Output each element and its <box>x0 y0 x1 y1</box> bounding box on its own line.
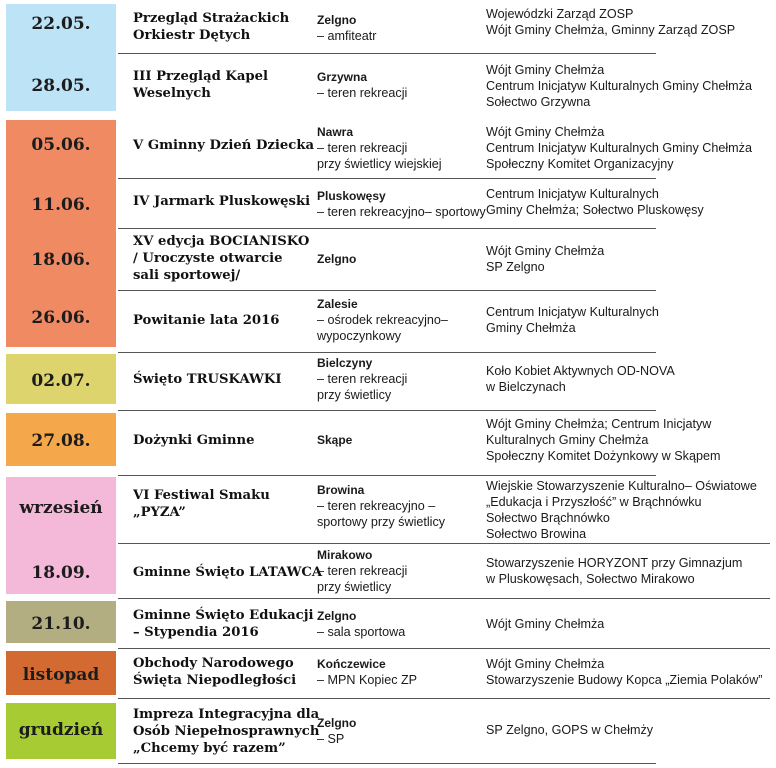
event-title-line: Osób Niepełnosprawnych <box>133 724 320 739</box>
event-place-name: Zalesie <box>317 297 358 311</box>
event-title-line: Święta Niepodległości <box>133 673 297 688</box>
event-organizers <box>486 722 772 738</box>
event-place-detail: – ośrodek rekreacyjno– <box>317 313 448 327</box>
event-title-line: VI Festiwal Smaku <box>133 488 270 503</box>
event-title-line: – Stypendia 2016 <box>133 625 259 640</box>
event-organizer: Wójt Gminy Chełmża <box>486 125 605 139</box>
event-organizer: Wójt Gminy Chełmża, Gminny Zarząd ZOSP <box>486 23 736 37</box>
event-date: 11.06. <box>31 195 91 215</box>
event-title-line: „PYZA” <box>133 505 186 520</box>
event-date: wrzesień <box>19 498 103 518</box>
event-place <box>317 12 485 44</box>
event-place <box>317 355 485 403</box>
row-divider <box>118 352 656 353</box>
event-date: 27.08. <box>31 431 91 451</box>
event-organizer: Społeczny Komitet Organizacyjny <box>486 157 674 171</box>
event-place <box>317 188 485 220</box>
event-place-detail: wypoczynkowy <box>317 329 401 343</box>
event-place <box>317 608 485 640</box>
event-date: 18.06. <box>31 250 91 270</box>
event-organizer: Gminy Chełmża; Sołectwo Pluskowęsy <box>486 203 704 217</box>
row-divider <box>118 53 656 54</box>
event-organizer: Wojewódzki Zarząd ZOSP <box>486 7 634 21</box>
event-title <box>133 655 313 689</box>
event-title <box>133 607 313 641</box>
event-organizer: Gminy Chełmża <box>486 321 576 335</box>
event-date: grudzień <box>18 720 104 740</box>
event-place-detail: przy świetlicy <box>317 580 392 594</box>
event-place <box>317 251 485 267</box>
row-divider <box>118 648 770 649</box>
event-place <box>317 482 485 530</box>
event-title-line: Święto TRUSKAWKI <box>133 372 282 387</box>
event-organizer: Wójt Gminy Chełmża <box>486 63 605 77</box>
event-date: 02.07. <box>31 371 91 391</box>
event-place <box>317 656 485 688</box>
event-organizer: Centrum Inicjatyw Kulturalnych Gminy Chełmża <box>486 141 752 155</box>
event-organizers <box>486 6 772 38</box>
event-title <box>133 312 313 329</box>
event-date: 21.10. <box>31 614 91 634</box>
event-place-name: Mirakowo <box>317 548 373 562</box>
event-organizer: Sołectwo Brąchnówko <box>486 511 610 525</box>
event-organizer: Centrum Inicjatyw Kulturalnych <box>486 305 659 319</box>
event-date: listopad <box>22 665 100 685</box>
event-place-name: Zelgno <box>317 13 357 27</box>
event-place-name: Pluskowęsy <box>317 189 386 203</box>
event-place-detail: – sala sportowa <box>317 625 406 639</box>
event-title-line: Orkiestr Dętych <box>133 28 251 43</box>
row-divider <box>118 543 770 544</box>
event-title-line: Dożynki Gminne <box>133 433 255 448</box>
event-place-name: Zelgno <box>317 609 357 623</box>
event-organizer: Stowarzyszenie HORYZONT przy Gimnazjum <box>486 556 743 570</box>
event-organizer: w Pluskowęsach, Sołectwo Mirakowo <box>486 572 695 586</box>
event-place-detail: – teren rekreacji <box>317 564 408 578</box>
event-place-name: Skąpe <box>317 433 353 447</box>
event-organizer: „Edukacja i Przyszłość” w Brąchnówku <box>486 495 702 509</box>
row-divider <box>118 698 770 699</box>
event-title-line: V Gminny Dzień Dziecka <box>133 138 315 153</box>
event-place <box>317 69 485 101</box>
event-place-name: Nawra <box>317 125 354 139</box>
event-place-detail: – teren rekreacyjno– sportowy <box>317 205 486 219</box>
event-title-line: III Przegląd Kapel <box>133 69 269 84</box>
event-title <box>133 193 313 210</box>
event-organizers <box>486 616 772 632</box>
event-title-line: Weselnych <box>133 86 211 101</box>
event-organizer: Wójt Gminy Chełmża <box>486 657 605 671</box>
event-organizer: Sołectwo Grzywna <box>486 95 591 109</box>
event-title <box>133 233 313 284</box>
event-date: 05.06. <box>31 135 91 155</box>
event-organizers <box>486 416 772 464</box>
event-place <box>317 296 485 344</box>
event-date: 26.06. <box>31 308 91 328</box>
event-title-line: sali sportowej/ <box>133 268 241 283</box>
row-divider <box>118 598 770 599</box>
event-title-line: / Uroczyste otwarcie <box>133 251 283 266</box>
event-title-line: Gminne Święto LATAWCA <box>133 565 323 580</box>
row-divider <box>118 410 656 411</box>
event-organizer: Stowarzyszenie Budowy Kopca „Ziemia Polaków” <box>486 673 763 687</box>
event-organizers <box>486 186 772 218</box>
event-title-line: IV Jarmark Pluskowęski <box>133 194 311 209</box>
event-organizers <box>486 363 772 395</box>
event-title <box>133 68 313 102</box>
event-organizers <box>486 62 772 110</box>
event-place-name: Browina <box>317 483 365 497</box>
event-title <box>133 432 313 449</box>
event-place-detail: – SP <box>317 732 345 746</box>
event-place-name: Grzywna <box>317 70 368 84</box>
event-organizers <box>486 243 772 275</box>
row-divider <box>118 763 656 764</box>
event-title <box>133 10 313 44</box>
event-date: 28.05. <box>31 76 91 96</box>
event-place-detail: sportowy przy świetlicy <box>317 515 446 529</box>
event-organizer: Sołectwo Browina <box>486 527 587 541</box>
event-organizer: SP Zelgno <box>486 260 545 274</box>
event-title-line: XV edycja BOCIANISKO <box>133 234 310 249</box>
event-organizer: Wójt Gminy Chełmża; Centrum Inicjatyw <box>486 417 712 431</box>
event-title-line: Powitanie lata 2016 <box>133 313 280 328</box>
event-organizer: Wójt Gminy Chełmża <box>486 244 605 258</box>
event-title <box>133 706 320 757</box>
event-title <box>133 487 313 521</box>
event-organizers <box>486 304 772 336</box>
event-place-detail: – teren rekreacji <box>317 141 408 155</box>
event-organizers <box>486 656 772 688</box>
event-title-line: Przegląd Strażackich <box>133 11 290 26</box>
row-divider <box>118 178 656 179</box>
event-place-detail: – teren rekreacji <box>317 372 408 386</box>
event-place <box>317 432 485 448</box>
event-place-detail: – amfiteatr <box>317 29 377 43</box>
event-organizers <box>486 555 772 587</box>
event-place <box>317 547 485 595</box>
event-title-line: Impreza Integracyjna dla <box>133 707 320 722</box>
row-divider <box>118 475 656 476</box>
event-place-name: Kończewice <box>317 657 386 671</box>
event-title <box>133 137 313 154</box>
event-organizer: Koło Kobiet Aktywnych OD-NOVA <box>486 364 675 378</box>
event-title <box>133 564 323 581</box>
event-title-line: Gminne Święto Edukacji <box>133 608 314 623</box>
event-place-detail: – teren rekreacyjno – <box>317 499 436 513</box>
event-place-detail: przy świetlicy <box>317 388 392 402</box>
event-organizer: Kulturalnych Gminy Chełmża <box>486 433 649 447</box>
event-place-detail: przy świetlicy wiejskiej <box>317 157 442 171</box>
event-title <box>133 371 313 388</box>
event-place-detail: – teren rekreacji <box>317 86 408 100</box>
event-title-line: Obchody Narodowego <box>133 656 294 671</box>
event-place-name: Zelgno <box>317 252 357 266</box>
event-place <box>317 715 485 747</box>
row-divider <box>118 290 656 291</box>
row-divider <box>118 228 656 229</box>
event-place-name: Zelgno <box>317 716 357 730</box>
event-place-detail: – MPN Kopiec ZP <box>317 673 418 687</box>
event-title-line: „Chcemy być razem” <box>133 741 286 756</box>
event-organizer: SP Zelgno, GOPS w Chełmży <box>486 723 654 737</box>
event-place-name: Bielczyny <box>317 356 373 370</box>
event-organizers <box>486 124 772 172</box>
event-organizer: Centrum Inicjatyw Kulturalnych <box>486 187 659 201</box>
event-date: 18.09. <box>31 563 91 583</box>
event-organizer: Społeczny Komitet Dożynkowy w Skąpem <box>486 449 721 463</box>
event-organizer: Wiejskie Stowarzyszenie Kulturalno– Oświatowe <box>486 479 757 493</box>
event-organizers <box>486 478 772 542</box>
event-organizer: Wójt Gminy Chełmża <box>486 617 605 631</box>
event-organizer: Centrum Inicjatyw Kulturalnych Gminy Chełmża <box>486 79 752 93</box>
event-place <box>317 124 485 172</box>
event-organizer: w Bielczynach <box>486 380 566 394</box>
event-date: 22.05. <box>31 14 91 34</box>
